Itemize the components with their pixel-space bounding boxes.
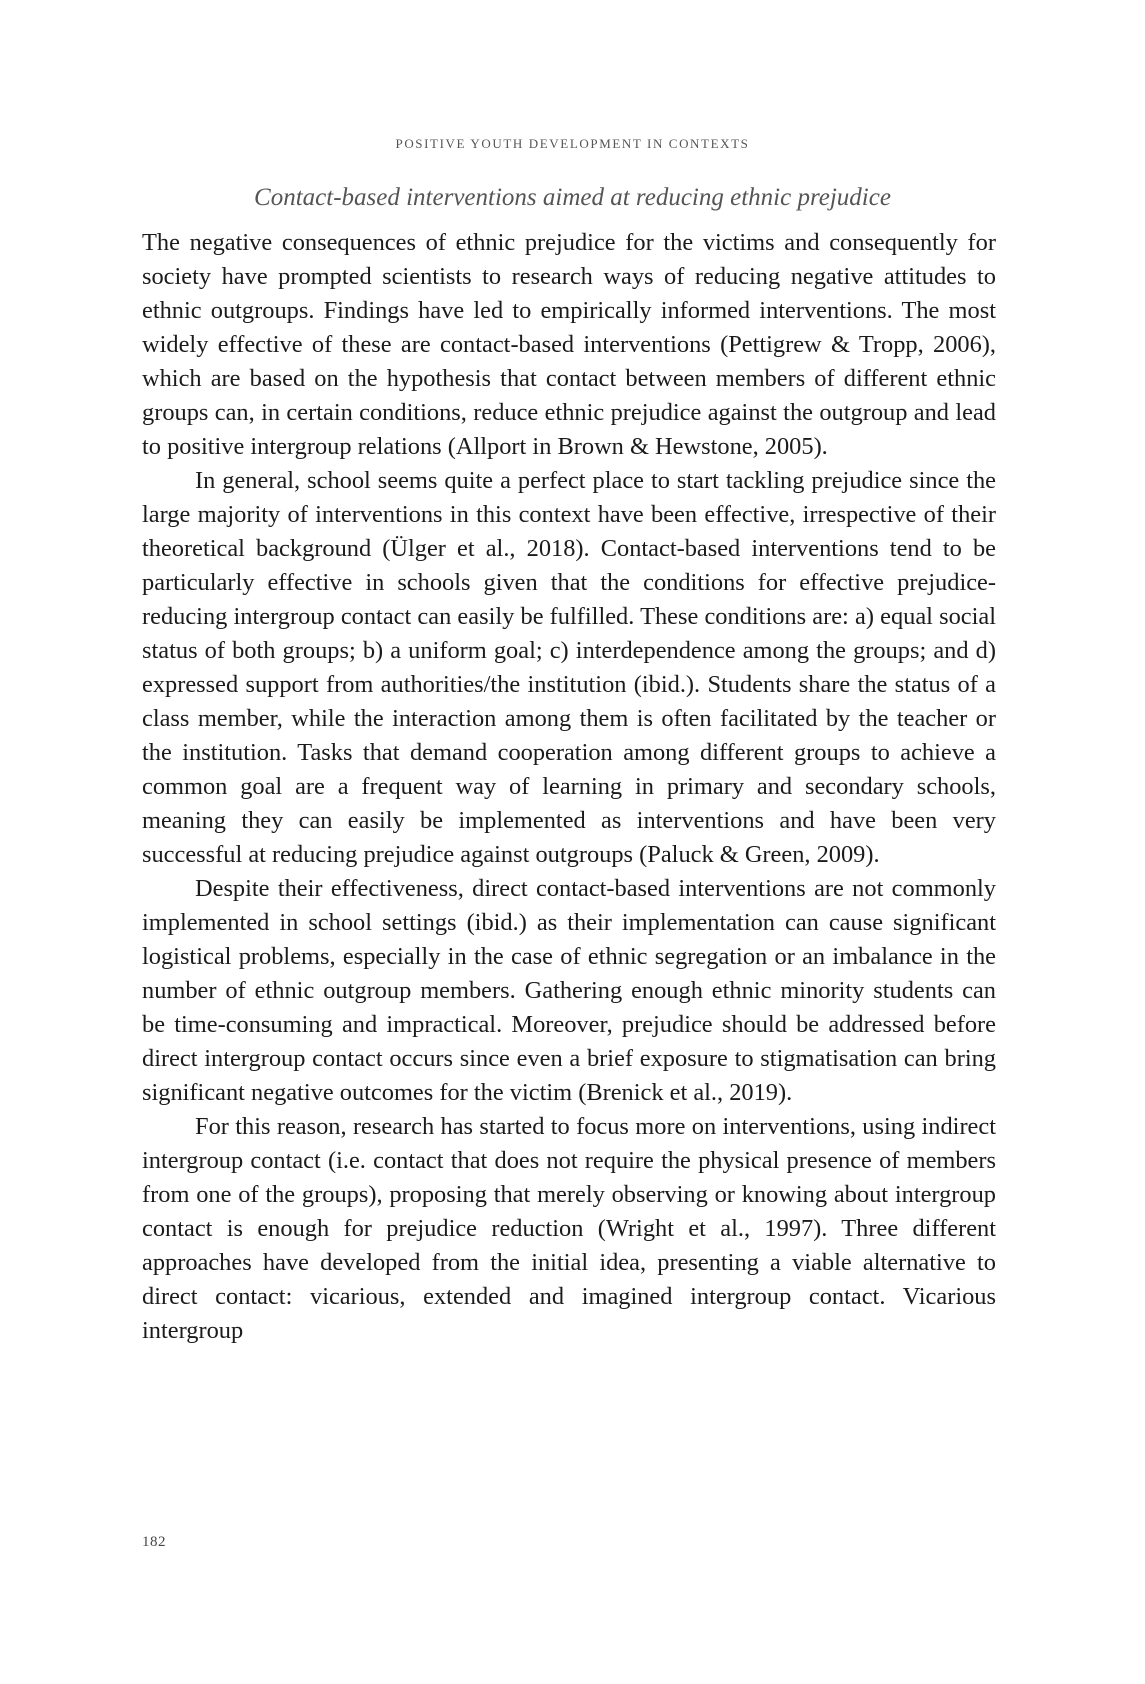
paragraph-3: Despite their effectiveness, direct contact-based interventions are not commonly implemented in school settings (ibid.) as their implementation can cause significant logistical problems, especially in the case of ethnic segregation or an imbalance in the number of ethnic outgroup members. Gathering enough ethnic minority students can be time-consuming and impractical. Moreover, prejudice should be addressed before direct intergroup contact occurs since even a brief exposure to stigmatisation can bring significant negative outcomes for the victim (Brenick et al., 2019). [142,875,996,1106]
paragraph-1: The negative consequences of ethnic prejudice for the victims and consequently for society have prompted scientists to research ways of reducing negative attitudes to ethnic outgroups. Findings have led to empirically informed interventions. The most widely effective of these are contact-based interventions (Pettigrew & Tropp, 2006), which are based on the hypothesis that contact between members of different ethnic groups can, in certain conditions, reduce ethnic prejudice against the outgroup and lead to positive intergroup relations (Allport in Brown & Hewstone, 2005). [142,229,996,460]
paragraph-4: For this reason, research has started to focus more on interventions, using indirect intergroup contact (i.e. contact that does not require the physical presence of members from one of the groups), proposing that merely observing or knowing about intergroup contact is enough for prejudice reduction (Wright et al., 1997). Three different approaches have developed from the initial idea, presenting a viable alternative to direct contact: vicarious, extended and imagined intergroup contact. Vicarious intergroup [142,1113,996,1344]
running-head: POSITIVE YOUTH DEVELOPMENT IN CONTEXTS [395,136,750,151]
page-number: 182 [142,1534,166,1550]
paragraph-2: In general, school seems quite a perfect place to start tackling prejudice since the large majority of interventions in this context have been effective, irrespective of their theoretical background (Ülger et al., 2018). Contact-based interventions tend to be particularly effective in schools given that the conditions for effective prejudice-reducing intergroup contact can easily be fulfilled. These conditions are: a) equal social status of both groups; b) a uniform goal; c) interdependence among the groups; and d) expressed support from authorities/the institution (ibid.). Students share the status of a class member, while the interaction among them is often facilitated by the teacher or the institution. Tasks that demand cooperation among different groups to achieve a common goal are a frequent way of learning in primary and secondary schools, meaning they can easily be implemented as interventions and have been very successful at reducing prejudice against outgroups (Paluck & Green, 2009). [142,467,996,868]
body-text [142,226,996,1348]
section-heading: Contact-based interventions aimed at reducing ethnic prejudice [254,184,891,211]
